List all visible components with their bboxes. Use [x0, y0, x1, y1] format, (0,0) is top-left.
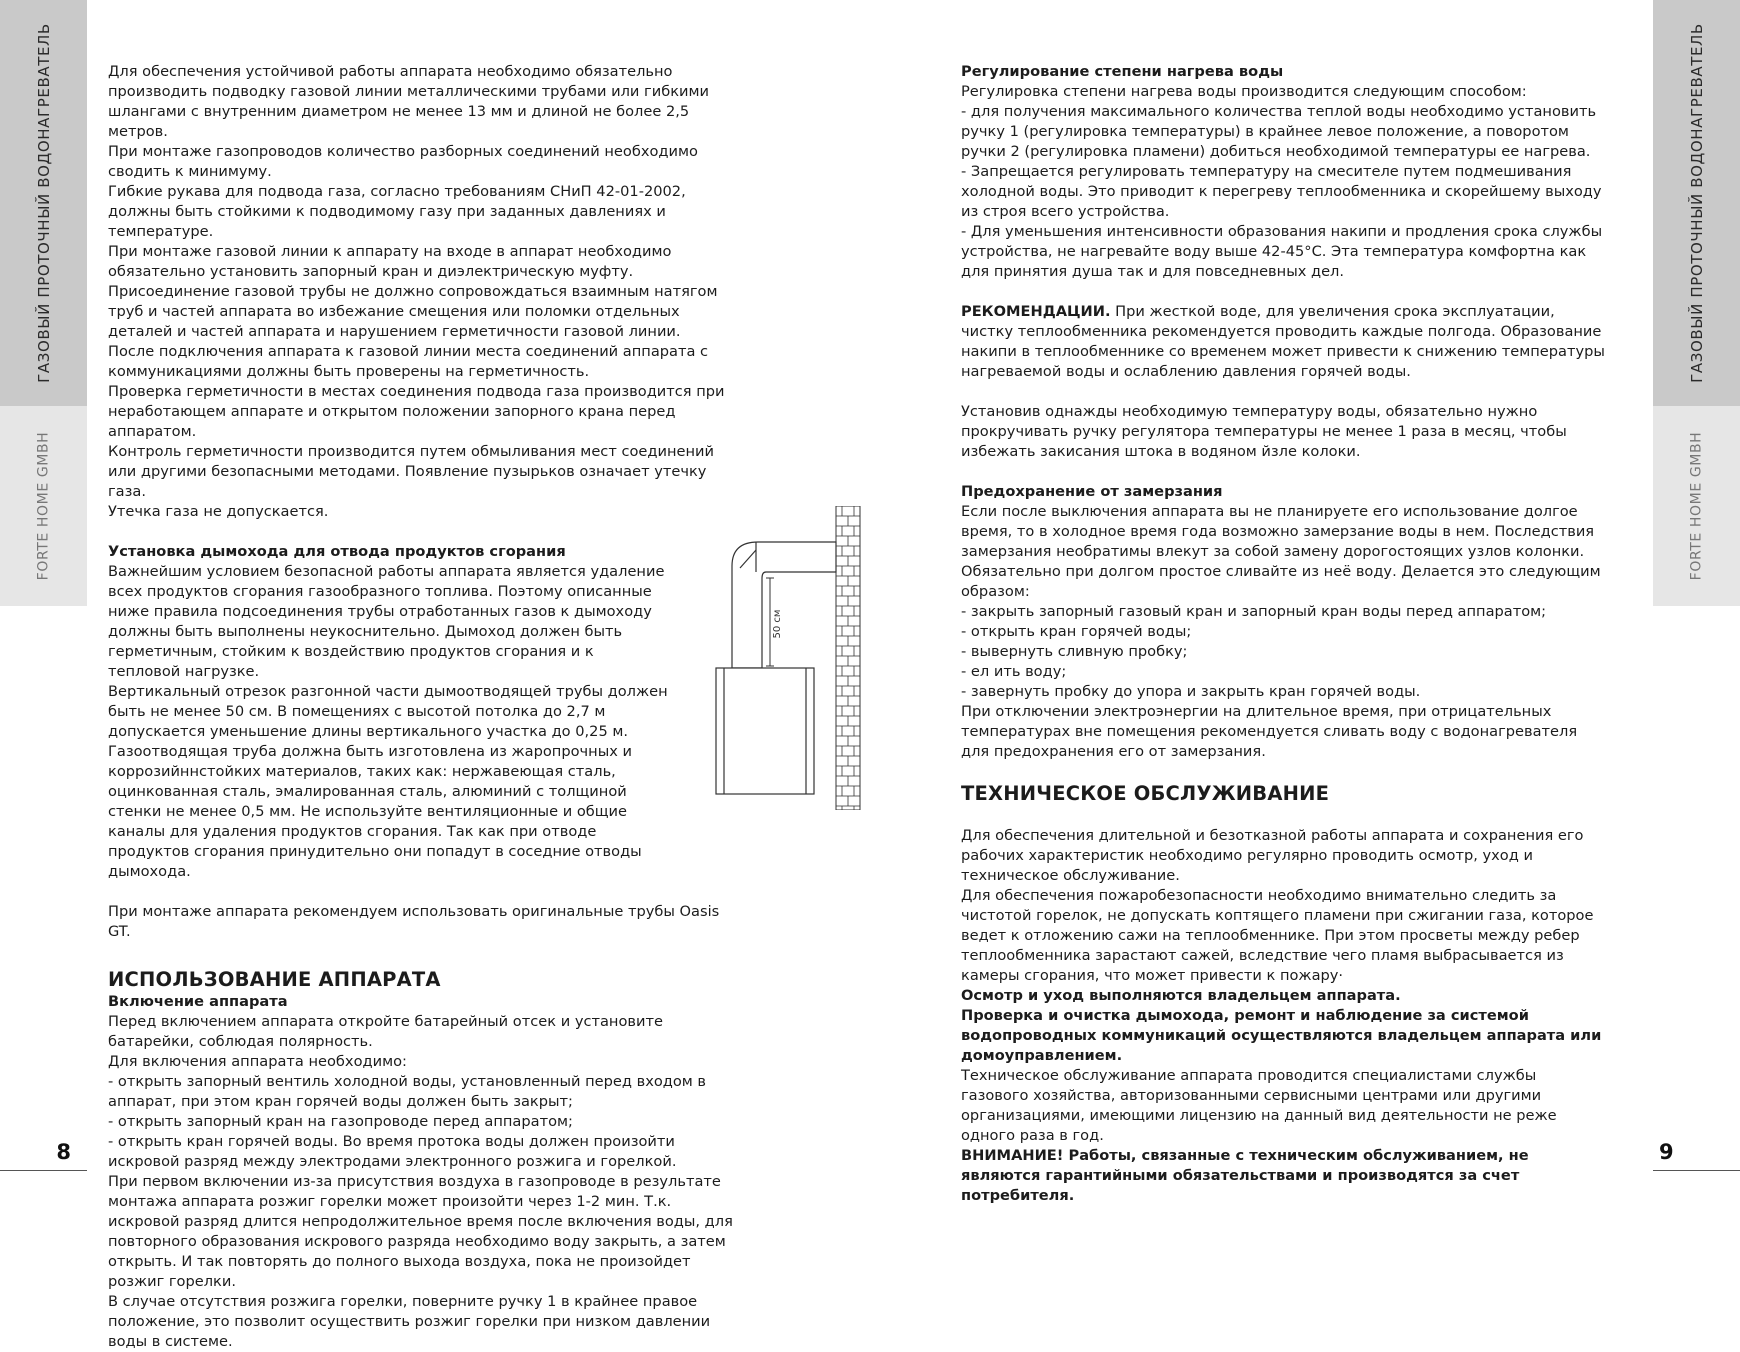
list-item: - закрыть запорный газовый кран и запорный кран воды перед аппаратом; [961, 603, 1547, 620]
side-tab-title-text: ГАЗОВЫЙ ПРОТОЧНЫЙ ВОДОНАГРЕВАТЕЛЬ [34, 23, 53, 383]
side-tab-title-text: ГАЗОВЫЙ ПРОТОЧНЫЙ ВОДОНАГРЕВАТЕЛЬ [1687, 23, 1706, 383]
paragraph: Для обеспечения длительной и безотказной работы аппарата и сохранения его рабочих характеристик необходимо регулярно проводить осмотр, уход и техническое обслуживание. [961, 827, 1584, 884]
paragraph: Для обеспечения пожаробезопасности необходимо внимательно следить за чистотой горелок, не допускать коптящего пламени при сжигании газа, которое ведет к отложению сажи на теплообменнике. При этом просветы между ребер теплообменника зарастают сажей, вследствие чего пламя выбрасывается из камеры сгорания, что может привести к пожару· [961, 887, 1594, 984]
usage-subheading: Включение аппарата [108, 993, 288, 1010]
list-item: - завернуть пробку до упора и закрыть кран горячей воды. [961, 683, 1421, 700]
chimney-diagram [666, 506, 884, 810]
paragraph: После подключения аппарата к газовой линии места соединений аппарата с коммуникациями должны быть проверены на герметичность. [108, 343, 709, 380]
paragraph: - открыть запорный кран на газопроводе перед аппаратом; [108, 1113, 573, 1130]
paragraph: - для получения максимального количества теплой воды необходимо установить ручку 1 (регулировка температуры) в крайнее левое положение, а поворотом ручки 2 (регулировка пламени) добиться необходимой температуры ее нагрева. [961, 103, 1597, 160]
side-tab-brand-text: FORTE HOME GMBH [35, 431, 52, 581]
paragraph: Для включения аппарата необходимо: [108, 1053, 407, 1070]
recommend-text: При монтаже аппарата рекомендуем использовать оригинальные трубы Oasis GT. [108, 903, 720, 940]
paragraph: В случае отсутствия розжига горелки, поверните ручку 1 в крайнее правое положение, это позволит осуществить розжиг горелки при низком давлении воды в системе. [108, 1293, 711, 1350]
paragraph: - Для уменьшения интенсивности образования накипи и продления срока службы устройства, не нагревайте воду выше 42-45°С. Эта температура комфортна как для принятия душа так и для повседневных дел. [961, 223, 1603, 280]
chimney-section [108, 542, 783, 882]
freeze-heading: Предохранение от замерзания [961, 483, 1223, 500]
recommendations-label: РЕКОМЕНДАЦИИ. [961, 303, 1111, 320]
right-page-column [961, 62, 1606, 1206]
exhaust-pipe [732, 542, 836, 668]
side-tab-brand-text: FORTE HOME GMBH [1688, 431, 1705, 581]
page-number-left: 8 [0, 1140, 87, 1171]
paragraph: Для обеспечения устойчивой работы аппарата необходимо обязательно производить подводку газовой линии металлическими трубами или гибкими шлангами с внутренним диаметром не менее 13 мм и длиной не более 2,5 метров. [108, 63, 709, 140]
side-tab-brand-left [0, 406, 87, 606]
paragraph: Техническое обслуживание аппарата проводится специалистами службы газового хозяйства, авторизованными сервисными центрами или другими организациями, имеющими лицензию на данный вид деятельности не реже одного раза в год. [961, 1067, 1557, 1144]
regulation-heading: Регулирование степени нагрева воды [961, 63, 1284, 80]
warning-note: ВНИМАНИЕ! Работы, связанные с техническим обслуживанием, не являются гарантийными обязательствами и производятся за счет потребителя. [961, 1147, 1529, 1204]
paragraph: - открыть запорный вентиль холодной воды, установленный перед входом в аппарат, при этом кран горячей воды должен быть закрыт; [108, 1073, 707, 1110]
side-tab-title-right [1653, 0, 1740, 406]
chimney-heading: Установка дымохода для отвода продуктов сгорания [108, 543, 566, 560]
bold-note: Осмотр и уход выполняются владельцем аппарата. [961, 987, 1401, 1004]
side-tab-title-left [0, 0, 87, 406]
paragraph: Установив однажды необходимую температуру воды, обязательно нужно прокручивать ручку регулятора температуры не менее 1 раза в месяц, чтобы избежать закисания штока в водяном йзле колоки. [961, 403, 1567, 460]
dimension-label: 50 см [772, 609, 783, 639]
paragraph: Контроль герметичности производится путем обмыливания мест соединений или другими безопасными методами. Появление пузырьков означает утечку газа. [108, 443, 714, 500]
paragraph: Проверка герметичности в местах соединения подвода газа производится при неработающем аппарате и открытом положении запорного крана перед аппаратом. [108, 383, 725, 440]
paragraph: При монтаже газовой линии к аппарату на входе в аппарат необходимо обязательно установить запорный кран и диэлектрическую муфту. [108, 243, 672, 280]
paragraph: Вертикальный отрезок разгонной части дымоотводящей трубы должен быть не менее 50 см. В помещениях с высотой потолка до 2,7 м допускается уменьшение длины вертикального участка до 0,25 м. [108, 683, 668, 740]
recommendations-paragraph [961, 302, 1606, 382]
recommendations-text: При жесткой воде, для увеличения срока эксплуатации, чистку теплообменника рекомендуется проводить каждые полгода. Образование накипи в теплообменнике со временем может привести к снижению температуры нагреваемой воды и ослаблению давления горячей воды. [961, 303, 1605, 380]
paragraph: Важнейшим условием безопасной работы аппарата является удаление всех продуктов сгорания газообразного топлива. Поэтому описанные ниже правила подсоединения трубы отработанных газов к дымоходу должны быть выполнены неукоснительно. Дымоход должен быть герметичным, стойким к воздействию продуктов сгорания и к тепловой нагрузке. [108, 563, 665, 680]
paragraph: Присоединение газовой трубы не должно сопровождаться взаимным натягом труб и частей аппарата во избежание смещения или поломки отдельных деталей и частей аппарата и нарушением герметичности газовой линии. [108, 283, 718, 340]
paragraph: Гибкие рукава для подвода газа, согласно требованиям СНиП 42-01-2002, должны быть стойкими к подводимому газу при заданных давлениях и температуре. [108, 183, 686, 240]
page-number-right: 9 [1653, 1140, 1740, 1171]
paragraph: При первом включении из-за присутствия воздуха в газопроводе в результате монтажа аппарата розжиг горелки может произойти через 1-2 мин. Т.к. искровой разряд длится непродолжительное время после включения воды, для повторного образования искрового разряда необходимо воду закрыть, а затем открыть. И так повторять до полного выхода воздуха, пока не произойдет розжиг горелки. [108, 1173, 733, 1290]
paragraph: - открыть кран горячей воды. Во время протока воды должен произойти искровой разряд между электродами электронного розжига и горелкой. [108, 1133, 677, 1170]
paragraph: Утечка газа не допускается. [108, 503, 329, 520]
list-item: - ел ить воду; [961, 663, 1067, 680]
bold-note: Проверка и очистка дымохода, ремонт и наблюдение за системой водопроводных коммуникаций осуществляются владельцем аппарата или домоуправлением. [961, 1007, 1602, 1064]
paragraph: Газоотводящая труба должна быть изготовлена из жаропрочных и коррозийннстойких материалов, таких как: нержавеющая сталь, оцинкованная сталь, эмалированная сталь, алюминий с толщиной стенки не менее 0,5 мм. Не используйте вентиляционные и общие каналы для удаления продуктов сгорания. Так как при отводе продуктов сгорания принудительно они попадут в соседние отводы дымохода. [108, 743, 642, 880]
paragraph: Если после выключения аппарата вы не планируете его использование долгое время, то в холодное время года возможно замерзание воды в нем. Последствия замерзания необратимы влекут за собой замену дорогостоящих узлов колонки. [961, 503, 1595, 560]
list-item: - вывернуть сливную пробку; [961, 643, 1188, 660]
water-heater [716, 668, 814, 794]
paragraph: - Запрещается регулировать температуру на смесителе путем подмешивания холодной воды. Это приводит к перегреву теплообменника и скорейшему выходу из строя всего устройства. [961, 163, 1602, 220]
paragraph: При монтаже газопроводов количество разборных соединений необходимо сводить к минимуму. [108, 143, 698, 180]
side-tab-brand-right [1653, 406, 1740, 606]
list-item: - открыть кран горячей воды; [961, 623, 1192, 640]
paragraph: Обязательно при долгом простое сливайте из неё воду. Делается это следующим образом: [961, 563, 1601, 600]
usage-heading: ИСПОЛЬЗОВАНИЕ АППАРАТА [108, 968, 441, 991]
paragraph: Перед включением аппарата откройте батарейный отсек и установите батарейки, соблюдая полярность. [108, 1013, 663, 1050]
paragraph: При отключении электроэнергии на длительное время, при отрицательных температурах вне помещения рекомендуется сливать воду с водонагревателя для предохранения его от замерзания. [961, 703, 1578, 760]
maintenance-heading: ТЕХНИЧЕСКОЕ ОБСЛУЖИВАНИЕ [961, 782, 1330, 805]
left-page-column [108, 62, 783, 1352]
paragraph: Регулировка степени нагрева воды производится следующим способом: [961, 83, 1527, 100]
